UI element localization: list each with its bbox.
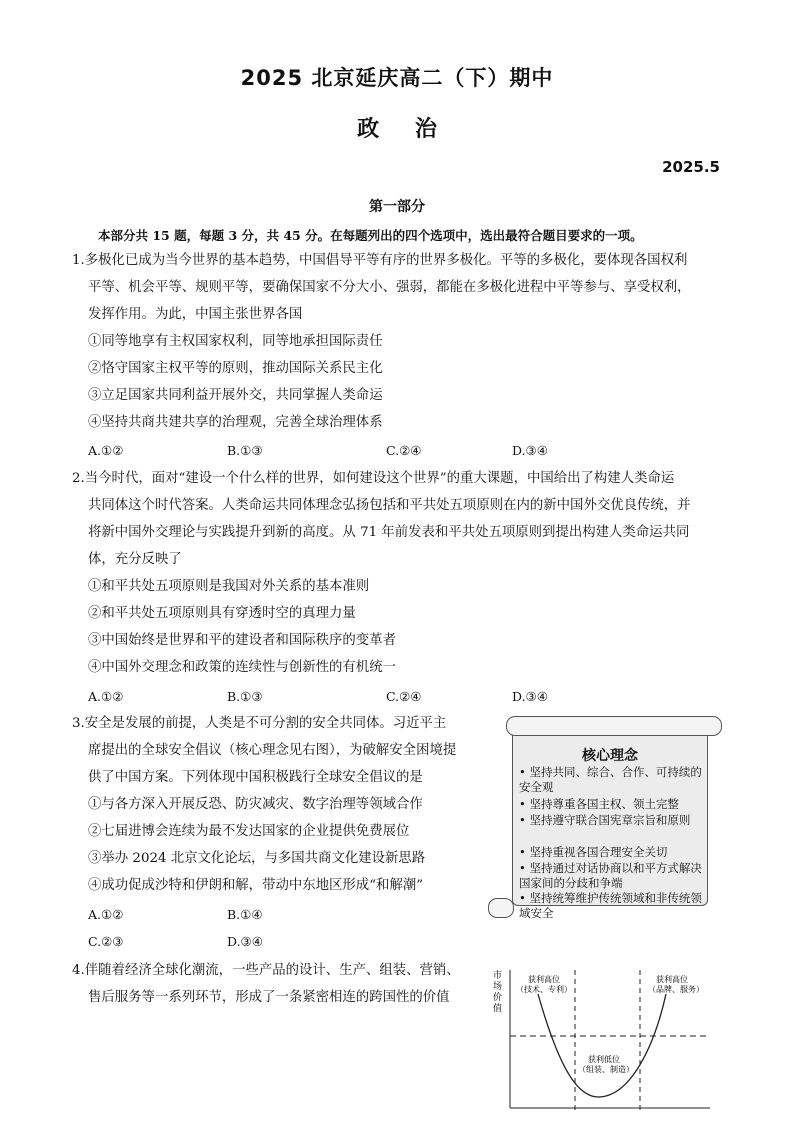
right-high-sublabel: （品牌、服务） <box>648 985 704 994</box>
q1-item: ①同等地享有主权国家权利，同等地承担国际责任 <box>88 334 383 349</box>
q2-stem-line: 体，充分反映了 <box>88 552 182 567</box>
q3-stem-line: 席提出的全球安全倡议（核心理念见右图），为破解安全困境提 <box>88 743 457 758</box>
q2-item: ①和平共处五项原则是我国对外关系的基本准则 <box>88 579 370 594</box>
q3-option-a[interactable]: A.①② <box>88 907 124 922</box>
concept-item: • 坚持尊重各国主权、领土完整 <box>519 797 679 811</box>
y-axis-label-char: 值 <box>493 1004 503 1014</box>
left-high-label: 获利高位 <box>528 975 560 984</box>
q2-option-a[interactable]: A.①② <box>88 689 124 704</box>
scroll-bottom-roll <box>488 898 514 918</box>
q1-option-c[interactable]: C.②④ <box>386 443 422 458</box>
q2-stem-line: 2.当今时代，面对“建设一个什么样的世界，如何建设这个世界”的重大课题，中国给出了构建人类命运 <box>72 471 675 486</box>
concept-item: • 坚持重视各国合理安全关切 <box>519 845 668 859</box>
q3-option-b[interactable]: B.①④ <box>227 907 263 922</box>
q3-item: ③举办 2024 北京文化论坛，与多国共商文化建设新思路 <box>88 851 426 866</box>
y-axis-label-char: 价 <box>493 993 503 1003</box>
q3-stem-line: 3.安全是发展的前提，人类是不可分割的安全共同体。习近平主 <box>72 716 447 731</box>
bottom-low-label: 获利低位 <box>588 1055 620 1064</box>
q2-stem-line: 共同体这个时代答案。人类命运共同体理念弘扬包括和平共处五项原则在内的新中国外交优良传统，并 <box>88 498 691 513</box>
scroll-body <box>512 726 708 920</box>
exam-date: 2025.5 <box>662 158 720 176</box>
bottom-low-sublabel: （组装、制造） <box>578 1065 634 1074</box>
q3-item: ②七届进博会连续为最不发达国家的企业提供免费展位 <box>88 824 410 839</box>
core-concept-scroll <box>506 716 711 920</box>
q2-item: ③中国始终是世界和平的建设者和国际秩序的变革者 <box>88 633 396 648</box>
right-high-label: 获利高位 <box>656 975 688 984</box>
q1-stem-line: 1.多极化已成为当今世界的基本趋势，中国倡导平等有序的世界多极化。平等的多极化，要体现各国权利 <box>72 253 688 268</box>
q2-option-b[interactable]: B.①③ <box>227 689 263 704</box>
smile-curve <box>538 994 666 1097</box>
q1-option-b[interactable]: B.①③ <box>227 443 263 458</box>
q3-option-c[interactable]: C.②③ <box>88 934 124 949</box>
q3-item: ④成功促成沙特和伊朗和解，带动中东地区形成“和解潮” <box>88 878 424 893</box>
q3-option-d[interactable]: D.③④ <box>227 934 263 949</box>
section-instruction: 本部分共 15 题，每题 3 分，共 45 分。在每题列出的四个选项中，选出最符合题目要求的一项。 <box>98 228 643 243</box>
q1-item: ②恪守国家主权平等的原则，推动国际关系民主化 <box>88 361 383 376</box>
y-axis-label-char: 场 <box>493 982 503 992</box>
q2-item: ②和平共处五项原则具有穿透时空的真理力量 <box>88 606 356 621</box>
concept-item: • 坚持共同、综合、合作、可持续的安全观 <box>519 765 702 794</box>
concept-item: • 坚持通过对话协商以和平方式解决国家间的分歧和争端 <box>519 861 702 890</box>
scroll-top-roll <box>506 716 722 736</box>
q1-item: ③立足国家共同利益开展外交，共同掌握人类命运 <box>88 388 383 403</box>
q3-stem-line: 供了中国方案。下列体现中国积极践行全球安全倡议的是 <box>88 770 423 785</box>
q1-stem-line: 平等、机会平等、规则平等，要确保国家不分大小、强弱，都能在多极化进程中平等参与、享受权利， <box>88 280 691 295</box>
value-chain-smile-curve <box>488 962 718 1114</box>
concept-item: • 坚持遵守联合国宪章宗旨和原则 <box>519 813 691 827</box>
exam-title: 2025 北京延庆高二（下）期中 <box>240 66 554 90</box>
q4-stem-line: 4.伴随着经济全球化潮流，一些产品的设计、生产、组装、营销、 <box>72 963 460 978</box>
section-title: 第一部分 <box>369 199 425 215</box>
q2-stem-line: 将新中国外交理论与实践提升到新的高度。从 71 年前发表和平共处五项原则到提出构建人类命运共同 <box>88 525 690 540</box>
q1-option-a[interactable]: A.①② <box>88 443 124 458</box>
q1-option-d[interactable]: D.③④ <box>512 443 548 458</box>
q1-item: ④坚持共商共建共享的治理观，完善全球治理体系 <box>88 415 383 430</box>
y-axis-label-char: 市 <box>493 971 503 981</box>
exam-subject: 政 治 <box>357 117 437 142</box>
q2-option-c[interactable]: C.②④ <box>386 689 422 704</box>
q2-option-d[interactable]: D.③④ <box>512 689 548 704</box>
left-high-sublabel: （技术、专利） <box>516 985 572 994</box>
q1-stem-line: 发挥作用。为此，中国主张世界各国 <box>88 307 303 322</box>
q3-item: ①与各方深入开展反恐、防灾减灾、数字治理等领域合作 <box>88 797 423 812</box>
concept-title: 核心理念 <box>582 748 638 764</box>
q2-item: ④中国外交理念和政策的连续性与创新性的有机统一 <box>88 660 396 675</box>
q4-stem-line: 售后服务等一系列环节，形成了一条紧密相连的跨国性的价值 <box>88 990 450 1005</box>
concept-item: • 坚持统筹维护传统领域和非传统领域安全 <box>519 891 702 920</box>
